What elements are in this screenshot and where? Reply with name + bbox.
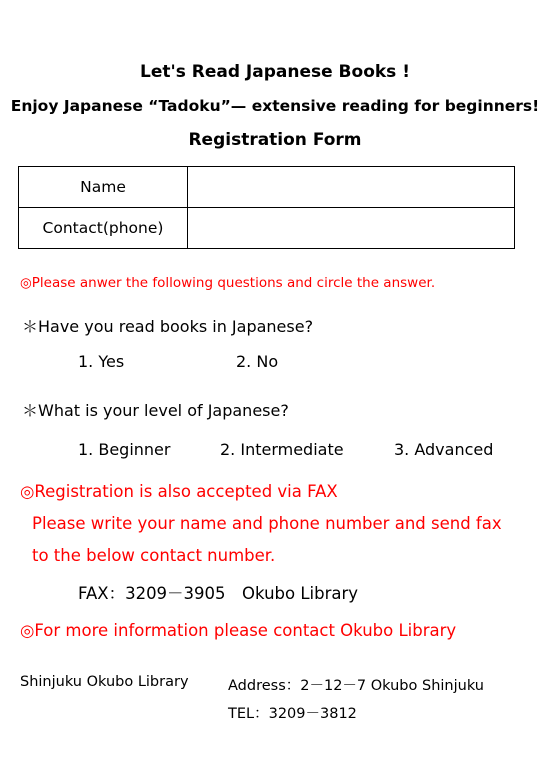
library-tel: TEL：3209－3812 — [228, 706, 357, 722]
table-row — [19, 208, 515, 249]
question-2-option-advanced[interactable]: 3. Advanced — [394, 440, 494, 459]
question-1-option-yes[interactable]: 1. Yes — [78, 352, 125, 371]
library-name: Shinjuku Okubo Library — [20, 674, 189, 690]
fax-heading: ◎Registration is also accepted via FAX — [20, 482, 338, 501]
instructions-text: ◎Please anwer the following questions and circle the answer. — [20, 275, 436, 291]
question-2: ＊What is your level of Japanese? — [22, 401, 289, 420]
fax-line-2: to the below contact number. — [32, 546, 276, 565]
library-address: Address：2－12－7 Okubo Shinjuku — [228, 678, 484, 694]
name-field[interactable] — [188, 167, 515, 208]
registration-table — [18, 166, 515, 249]
fax-line-1: Please write your name and phone number and send fax — [32, 514, 502, 533]
form-title: Registration Form — [188, 130, 362, 150]
question-2-option-beginner[interactable]: 1. Beginner — [78, 440, 171, 459]
page-subtitle: Enjoy Japanese “Tadoku”— extensive reading for beginners! — [10, 97, 540, 115]
name-label: Name — [19, 167, 188, 208]
table-row — [19, 167, 515, 208]
contact-field[interactable] — [188, 208, 515, 249]
question-1: ＊Have you read books in Japanese? — [22, 317, 314, 336]
fax-number: FAX：3209－3905 Okubo Library — [78, 584, 359, 603]
contact-label: Contact(phone) — [19, 208, 188, 249]
question-2-option-intermediate[interactable]: 2. Intermediate — [220, 440, 344, 459]
info-text: ◎For more information please contact Okubo Library — [20, 621, 457, 640]
question-1-option-no[interactable]: 2. No — [236, 352, 279, 371]
page-title: Let's Read Japanese Books ! — [140, 62, 410, 82]
